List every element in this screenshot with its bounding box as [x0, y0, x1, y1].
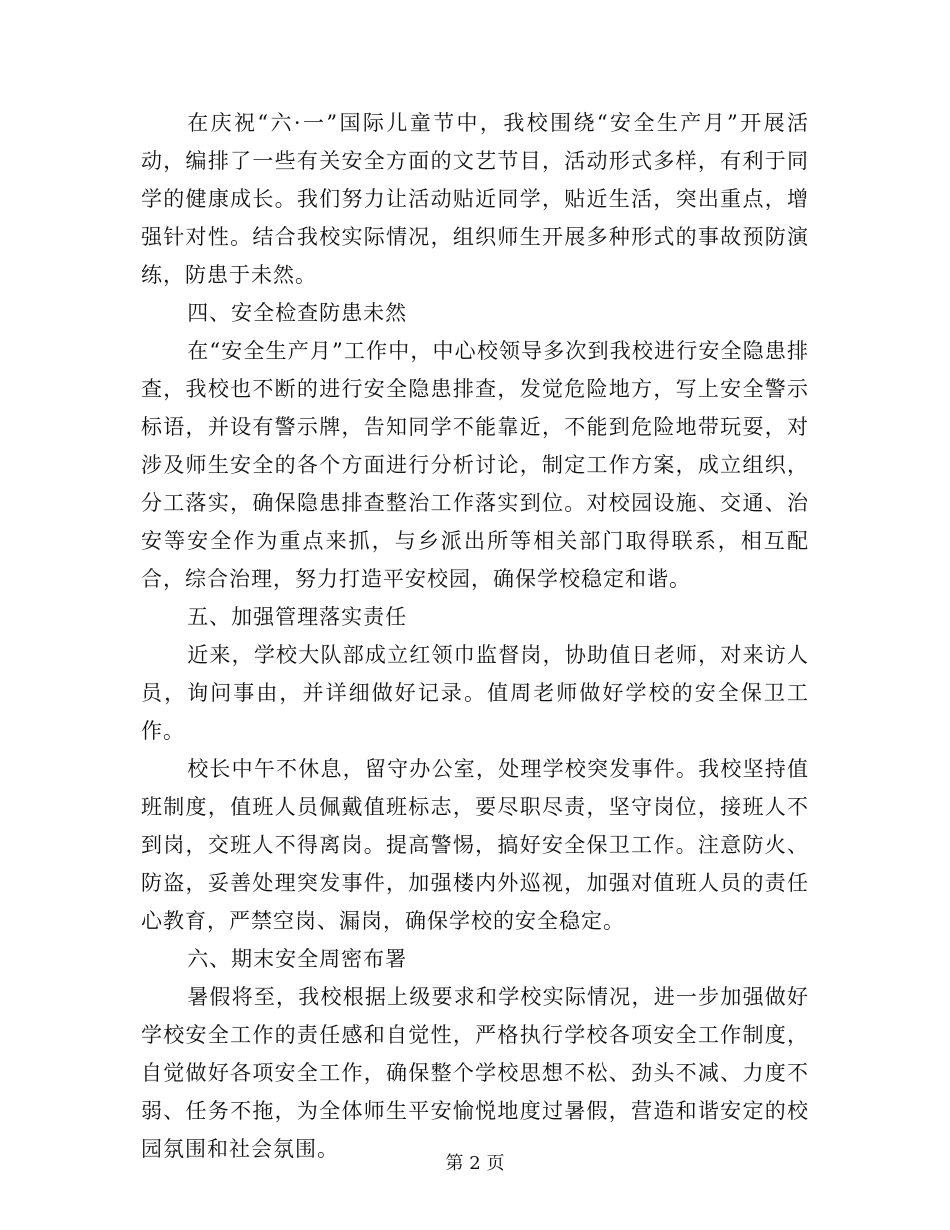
paragraph-safety-inspection: 在“安全生产月”工作中，中心校领导多次到我校进行安全隐患排查，我校也不断的进行安全隐患排查，发觉危险地方，写上安全警示标语，并设有警示牌，告知同学不能靠近，不能到危险地带玩耍，对涉及师生安全的各个方面进行分析讨论，制定工作方案，成立组织，分工落实，确保隐患排查整治工作落实到位。对校园设施、交通、治安等安全作为重点来抓，与乡派出所等相关部门取得联系，相互配合，综合治理，努力打造平安校园，确保学校稳定和谐。 — [141, 339, 809, 591]
section-heading-safety-inspection: 四、安全检查防患未然 — [187, 301, 408, 325]
paragraph-summer-vacation: 暑假将至，我校根据上级要求和学校实际情况，进一步加强做好学校安全工作的责任感和自觉性，严格执行学校各项安全工作制度，自觉做好各项安全工作，确保整个学校思想不松、劲头不减、力度不弱、任务不拖，为全体师生平安愉悦地度过暑假，营造和谐安定的校园氛围和社会氛围。 — [141, 985, 809, 1161]
page-number: 第 2 页 — [445, 1153, 505, 1174]
paragraph-duty-system: 校长中午不休息，留守办公室，处理学校突发事件。我校坚持值班制度，值班人员佩戴值班标志，要尽职尽责，坚守岗位，接班人不到岗，交班人不得离岗。提高警惕，搞好安全保卫工作。注意防火、防盗，妥善处理突发事件，加强楼内外巡视，加强对值班人员的责任心教育，严禁空岗、漏岗，确保学校的安全稳定。 — [141, 757, 809, 933]
section-heading-term-end: 六、期末安全周密布署 — [187, 947, 408, 971]
paragraph-children-day: 在庆祝“六·一”国际儿童节中，我校围绕“安全生产月”开展活动，编排了一些有关安全方面的文艺节目，活动形式多样，有利于同学的健康成长。我们努力让活动贴近同学，贴近生活，突出重点，增强针对性。结合我校实际情况，组织师生开展多种形式的事故预防演练，防患于未然。 — [141, 111, 809, 287]
document-body — [141, 104, 809, 1168]
section-heading-management: 五、加强管理落实责任 — [187, 605, 408, 629]
paragraph-supervision-post: 近来，学校大队部成立红领巾监督岗，协助值日老师，对来访人员，询问事由，并详细做好记录。值周老师做好学校的安全保卫工作。 — [141, 643, 809, 743]
